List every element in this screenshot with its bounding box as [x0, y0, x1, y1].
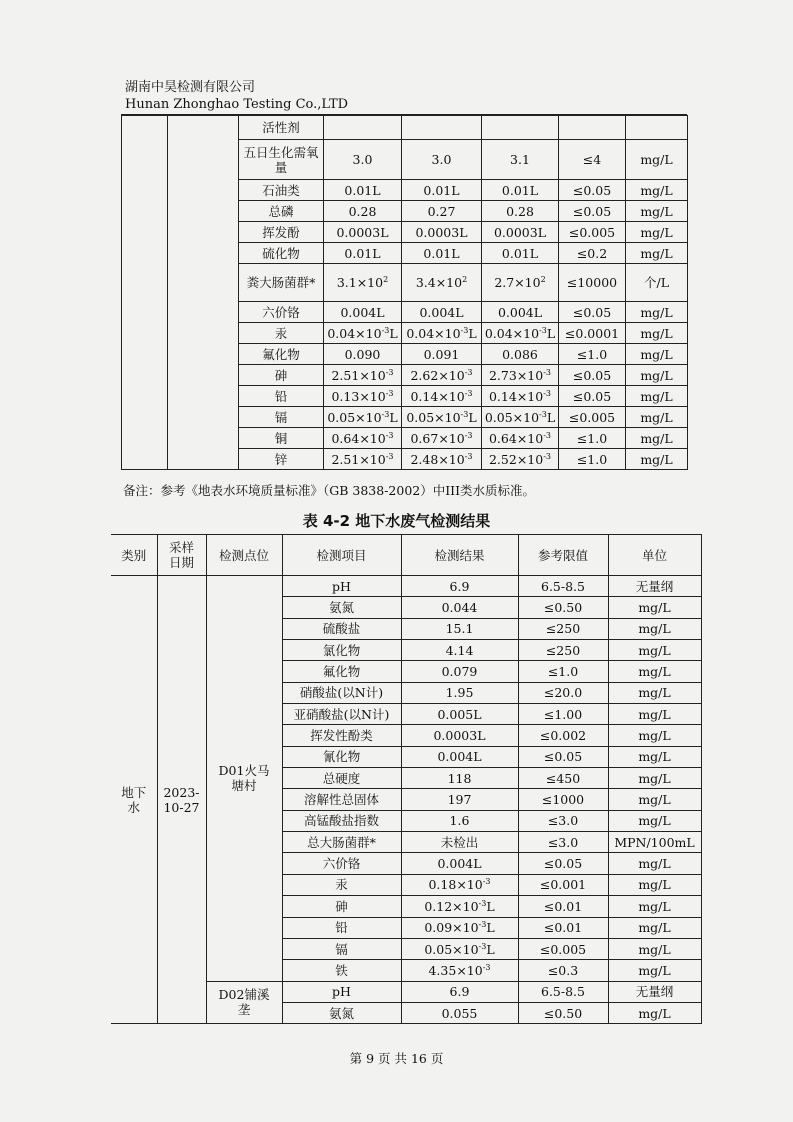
value-exponent: -3	[539, 325, 547, 335]
result-cell	[324, 201, 402, 222]
table-note: 备注：参考《地表水环境质量标准》（GB 3838-2002）中III类水质标准。	[123, 483, 536, 498]
value-exponent: -3	[381, 325, 390, 335]
value-text: 197	[447, 792, 472, 808]
limit-cell: ≤0.01	[518, 896, 608, 917]
item-cell: 高锰酸盐指数	[282, 810, 401, 831]
result-cell	[402, 201, 482, 222]
value-text: 0.01L	[423, 245, 460, 261]
value-exponent: 2	[383, 274, 389, 284]
unit-cell: MPN/100mL	[608, 832, 701, 853]
unit-cell: mg/L	[626, 302, 688, 323]
value-text: 0.079	[441, 664, 478, 680]
value-text: 15.1	[445, 621, 474, 637]
empty-cell	[626, 116, 688, 140]
item-cell: 氯化物	[282, 640, 401, 661]
result-cell	[402, 323, 482, 344]
result-cell	[482, 222, 559, 243]
item-cell: 铁	[282, 960, 401, 981]
limit-cell: ≤0.005	[559, 222, 626, 243]
value-exponent: -3	[460, 409, 469, 419]
limit-cell: ≤0.05	[559, 365, 626, 386]
value-text: 0.28	[506, 203, 534, 219]
value-text: 3.4×10	[415, 275, 463, 290]
value-text: 0.0003L	[415, 224, 468, 240]
value-text: 4.14	[445, 642, 474, 658]
limit-cell: ≤10000	[559, 264, 626, 302]
limit-cell: ≤0.0001	[559, 323, 626, 344]
unit-cell: mg/L	[608, 704, 701, 725]
limit-cell: ≤0.005	[518, 938, 608, 959]
value-exponent: -3	[381, 409, 390, 419]
result-cell	[324, 302, 402, 323]
item-cell: 溶解性总固体	[282, 789, 401, 810]
result-cell	[324, 264, 402, 302]
result-cell	[324, 386, 402, 407]
column-header: 检测项目	[282, 535, 401, 576]
unit-cell: mg/L	[608, 597, 701, 618]
value-suffix: L	[486, 941, 495, 957]
value-text: 0.01L	[344, 245, 381, 261]
item-cell: 五日生化需氧量	[239, 140, 324, 180]
result-cell	[401, 832, 518, 853]
value-text: 0.05×10	[424, 941, 479, 957]
empty-cell	[482, 116, 559, 140]
result-cell	[401, 917, 518, 938]
result-cell	[324, 243, 402, 264]
value-text: 0.14×10	[410, 388, 465, 404]
limit-cell: ≤3.0	[518, 810, 608, 831]
value-text: 0.64×10	[331, 430, 386, 446]
value-text: 0.13×10	[331, 388, 386, 404]
value-exponent: -3	[464, 451, 473, 461]
value-text: 0.14×10	[488, 388, 544, 404]
limit-cell: ≤0.002	[518, 725, 608, 746]
value-text: 0.004L	[437, 749, 482, 765]
value-text: 0.05×10	[406, 409, 461, 425]
limit-cell: 6.5-8.5	[518, 576, 608, 597]
item-cell: 铜	[239, 428, 324, 449]
result-cell	[401, 682, 518, 703]
limit-cell: ≤0.05	[559, 386, 626, 407]
value-suffix: L	[389, 409, 398, 425]
limit-cell: ≤3.0	[518, 832, 608, 853]
value-exponent: -3	[539, 409, 547, 419]
result-cell	[482, 428, 559, 449]
limit-cell: ≤20.0	[518, 682, 608, 703]
value-text: 0.04×10	[327, 325, 382, 341]
limit-cell: ≤1.0	[518, 661, 608, 682]
limit-cell: ≤0.05	[559, 201, 626, 222]
unit-cell: mg/L	[626, 201, 688, 222]
result-cell	[401, 960, 518, 981]
unit-cell: mg/L	[626, 140, 688, 180]
limit-cell: ≤1.0	[559, 428, 626, 449]
limit-cell: ≤0.50	[518, 597, 608, 618]
result-cell	[401, 597, 518, 618]
result-cell	[324, 449, 402, 470]
unit-cell: 个/L	[626, 264, 688, 302]
value-text: 0.004L	[497, 304, 543, 320]
value-exponent: -3	[385, 430, 394, 440]
unit-cell: mg/L	[608, 874, 701, 895]
result-cell	[482, 365, 559, 386]
result-cell	[401, 576, 518, 597]
result-cell	[402, 449, 482, 470]
value-text: 0.04×10	[484, 325, 540, 341]
result-cell	[401, 981, 518, 1002]
result-cell	[324, 140, 402, 180]
value-exponent: -3	[460, 325, 469, 335]
value-exponent: -3	[385, 367, 394, 377]
value-text: 118	[447, 770, 472, 786]
item-cell: 活性剂	[239, 116, 324, 140]
item-cell: 铅	[282, 917, 401, 938]
limit-cell: ≤0.50	[518, 1002, 608, 1023]
result-cell	[401, 874, 518, 895]
result-cell	[482, 201, 559, 222]
limit-cell: ≤1000	[518, 789, 608, 810]
header-row	[111, 535, 701, 576]
unit-cell: mg/L	[608, 618, 701, 639]
unit-cell: mg/L	[608, 746, 701, 767]
result-cell	[401, 704, 518, 725]
unit-cell: mg/L	[626, 243, 688, 264]
item-cell: 硫酸盐	[282, 618, 401, 639]
value-text: 0.0003L	[433, 728, 486, 744]
value-text: 2.62×10	[410, 367, 465, 383]
value-text: 0.05×10	[484, 409, 540, 425]
date-cell: 2023-10-27	[157, 576, 206, 1024]
unit-cell: mg/L	[608, 789, 701, 810]
result-cell	[482, 323, 559, 344]
unit-cell: 无量纲	[608, 576, 701, 597]
unit-cell: 无量纲	[608, 981, 701, 1002]
result-cell	[482, 302, 559, 323]
unit-cell: mg/L	[608, 640, 701, 661]
item-cell: 镉	[282, 938, 401, 959]
unit-cell: mg/L	[626, 428, 688, 449]
value-exponent: 2	[540, 274, 546, 284]
value-text: 0.01L	[344, 182, 381, 198]
unit-cell: mg/L	[608, 810, 701, 831]
item-cell: 硫化物	[239, 243, 324, 264]
value-text: 0.005L	[437, 706, 482, 722]
item-cell: 总硬度	[282, 768, 401, 789]
unit-cell: mg/L	[608, 896, 701, 917]
site-cell: D02铺溪垄	[206, 981, 282, 1024]
result-cell	[482, 386, 559, 407]
value-exponent: -3	[482, 962, 491, 972]
value-text: 0.27	[427, 203, 456, 219]
limit-cell: ≤250	[518, 618, 608, 639]
result-cell	[324, 344, 402, 365]
limit-cell: ≤0.2	[559, 243, 626, 264]
value-text: 2.52×10	[488, 451, 544, 467]
value-text: 2.7×10	[494, 275, 541, 290]
limit-cell: ≤0.05	[559, 302, 626, 323]
unit-cell: mg/L	[608, 938, 701, 959]
value-text: 2.73×10	[488, 367, 544, 383]
unit-cell: mg/L	[608, 768, 701, 789]
item-cell: 总磷	[239, 201, 324, 222]
item-cell: 粪大肠菌群*	[239, 264, 324, 302]
value-text: 6.9	[449, 578, 470, 594]
result-cell	[401, 746, 518, 767]
value-text: 未检出	[440, 834, 479, 850]
result-cell	[401, 618, 518, 639]
limit-cell: ≤450	[518, 768, 608, 789]
result-cell	[402, 302, 482, 323]
result-cell	[401, 640, 518, 661]
result-cell	[402, 407, 482, 428]
value-text: 3.0	[352, 152, 373, 167]
result-cell	[402, 365, 482, 386]
groundwater-results-table	[111, 534, 702, 1024]
value-suffix: L	[546, 409, 556, 425]
column-header: 检测结果	[401, 535, 518, 576]
result-cell	[402, 180, 482, 201]
unit-cell: mg/L	[626, 365, 688, 386]
table-row	[111, 576, 701, 597]
value-exponent: -3	[478, 941, 487, 951]
value-exponent: -3	[385, 388, 394, 398]
item-cell: pH	[282, 981, 401, 1002]
value-text: 4.35×10	[428, 962, 483, 978]
result-cell	[324, 407, 402, 428]
value-text: 0.004L	[419, 304, 464, 320]
result-cell	[324, 222, 402, 243]
value-suffix: L	[468, 409, 477, 425]
unit-cell: mg/L	[626, 407, 688, 428]
value-text: 0.04×10	[406, 325, 461, 341]
value-suffix: L	[486, 920, 495, 936]
item-cell: 石油类	[239, 180, 324, 201]
value-text: 0.090	[344, 346, 381, 362]
item-cell: 砷	[282, 896, 401, 917]
item-cell: 硝酸盐(以N计)	[282, 682, 401, 703]
unit-cell: mg/L	[608, 853, 701, 874]
value-text: 0.05×10	[327, 409, 382, 425]
item-cell: pH	[282, 576, 401, 597]
value-text: 0.0003L	[493, 224, 547, 240]
limit-cell: ≤1.0	[559, 449, 626, 470]
result-cell	[402, 344, 482, 365]
value-text: 3.0	[431, 152, 452, 167]
value-text: 0.01L	[501, 245, 539, 261]
unit-cell: mg/L	[626, 323, 688, 344]
value-text: 0.12×10	[424, 898, 479, 914]
value-text: 0.64×10	[488, 430, 544, 446]
value-text: 0.01L	[501, 182, 539, 198]
item-cell: 汞	[239, 323, 324, 344]
category-cell	[122, 116, 168, 470]
value-suffix: L	[389, 325, 398, 341]
value-text: 2.51×10	[331, 451, 386, 467]
value-text: 0.091	[423, 346, 460, 362]
value-exponent: -3	[464, 430, 473, 440]
value-exponent: -3	[543, 451, 551, 461]
category-cell: 地下水	[111, 576, 157, 1024]
value-exponent: -3	[543, 388, 551, 398]
result-cell	[401, 938, 518, 959]
unit-cell: mg/L	[626, 180, 688, 201]
limit-cell: ≤0.05	[518, 746, 608, 767]
value-text: 0.055	[441, 1005, 478, 1021]
value-text: 6.9	[449, 984, 470, 1000]
result-cell	[482, 344, 559, 365]
value-text: 0.086	[502, 346, 538, 362]
item-cell: 六价铬	[239, 302, 324, 323]
limit-cell: ≤1.00	[518, 704, 608, 725]
empty-cell	[559, 116, 626, 140]
column-header: 参考限值	[518, 535, 608, 576]
value-exponent: -3	[478, 920, 487, 930]
item-cell: 氰化物	[282, 746, 401, 767]
empty-cell	[402, 116, 482, 140]
unit-cell: mg/L	[626, 386, 688, 407]
company-name-en: Hunan Zhonghao Testing Co.,LTD	[125, 97, 349, 112]
value-text: 0.18×10	[428, 877, 483, 893]
result-cell	[324, 428, 402, 449]
value-text: 3.1	[510, 152, 530, 167]
column-header: 类别	[111, 535, 157, 576]
value-exponent: 2	[462, 274, 468, 284]
value-text: 0.09×10	[424, 920, 479, 936]
unit-cell: mg/L	[608, 725, 701, 746]
limit-cell: ≤0.3	[518, 960, 608, 981]
item-cell: 铅	[239, 386, 324, 407]
result-cell	[482, 449, 559, 470]
value-text: 0.01L	[423, 182, 460, 198]
unit-cell: mg/L	[608, 1002, 701, 1023]
value-exponent: -3	[385, 451, 394, 461]
result-cell	[402, 386, 482, 407]
result-cell	[401, 810, 518, 831]
value-text: 2.51×10	[331, 367, 386, 383]
item-cell: 氟化物	[282, 661, 401, 682]
value-text: 0.28	[348, 203, 377, 219]
item-cell: 镉	[239, 407, 324, 428]
value-text: 3.1×10	[336, 275, 384, 290]
limit-cell: ≤0.01	[518, 917, 608, 938]
company-name-cn: 湖南中昊检测有限公司	[125, 80, 256, 95]
value-text: 1.95	[445, 685, 474, 701]
item-cell: 总大肠菌群*	[282, 832, 401, 853]
date-cell	[168, 116, 239, 470]
limit-cell: ≤4	[559, 140, 626, 180]
result-cell	[482, 140, 559, 180]
result-cell	[482, 264, 559, 302]
result-cell	[401, 1002, 518, 1023]
result-cell	[324, 365, 402, 386]
item-cell: 锌	[239, 449, 324, 470]
value-text: 0.004L	[340, 304, 385, 320]
item-cell: 挥发酚	[239, 222, 324, 243]
result-cell	[324, 323, 402, 344]
result-cell	[402, 140, 482, 180]
value-exponent: -3	[482, 877, 491, 887]
limit-cell: 6.5-8.5	[518, 981, 608, 1002]
empty-cell	[324, 116, 402, 140]
item-cell: 氟化物	[239, 344, 324, 365]
value-suffix: L	[486, 898, 495, 914]
item-cell: 亚硝酸盐(以N计)	[282, 704, 401, 725]
item-cell: 汞	[282, 874, 401, 895]
value-text: 1.6	[449, 813, 470, 829]
unit-cell: mg/L	[608, 682, 701, 703]
value-exponent: -3	[464, 388, 473, 398]
site-cell: D01火马塘村	[206, 576, 282, 982]
result-cell	[401, 853, 518, 874]
result-cell	[402, 264, 482, 302]
value-exponent: -3	[543, 367, 551, 377]
result-cell	[402, 428, 482, 449]
table-row	[122, 116, 688, 140]
limit-cell: ≤0.05	[518, 853, 608, 874]
value-text: 2.48×10	[410, 451, 465, 467]
unit-cell: mg/L	[608, 917, 701, 938]
result-cell	[402, 222, 482, 243]
result-cell	[324, 180, 402, 201]
limit-cell: ≤0.001	[518, 874, 608, 895]
unit-cell: mg/L	[608, 960, 701, 981]
unit-cell: mg/L	[608, 661, 701, 682]
value-text: 0.044	[441, 600, 478, 616]
value-exponent: -3	[478, 898, 487, 908]
column-header: 检测点位	[206, 535, 282, 576]
result-cell	[482, 180, 559, 201]
limit-cell: ≤250	[518, 640, 608, 661]
unit-cell: mg/L	[626, 449, 688, 470]
surface-water-results-table	[121, 115, 688, 470]
value-text: 0.004L	[437, 856, 482, 872]
unit-cell: mg/L	[626, 344, 688, 365]
value-suffix: L	[546, 325, 556, 341]
result-cell	[401, 725, 518, 746]
column-header: 采样日期	[157, 535, 206, 576]
result-cell	[401, 789, 518, 810]
column-header: 单位	[608, 535, 701, 576]
item-cell: 砷	[239, 365, 324, 386]
result-cell	[402, 243, 482, 264]
result-cell	[401, 661, 518, 682]
value-text: 0.0003L	[336, 224, 389, 240]
item-cell: 氨氮	[282, 1002, 401, 1023]
page-header	[125, 79, 348, 113]
page-number: 第 9 页 共 16 页	[349, 1051, 444, 1066]
limit-cell: ≤0.05	[559, 180, 626, 201]
result-cell	[482, 407, 559, 428]
unit-cell: mg/L	[626, 222, 688, 243]
limit-cell: ≤0.005	[559, 407, 626, 428]
value-exponent: -3	[543, 430, 551, 440]
table-title: 表 4-2 地下水废气检测结果	[302, 512, 491, 530]
value-exponent: -3	[464, 367, 473, 377]
result-cell	[401, 768, 518, 789]
result-cell	[401, 896, 518, 917]
value-suffix: L	[468, 325, 477, 341]
value-text: 0.67×10	[410, 430, 465, 446]
item-cell: 挥发性酚类	[282, 725, 401, 746]
item-cell: 六价铬	[282, 853, 401, 874]
item-cell: 氨氮	[282, 597, 401, 618]
limit-cell: ≤1.0	[559, 344, 626, 365]
result-cell	[482, 243, 559, 264]
